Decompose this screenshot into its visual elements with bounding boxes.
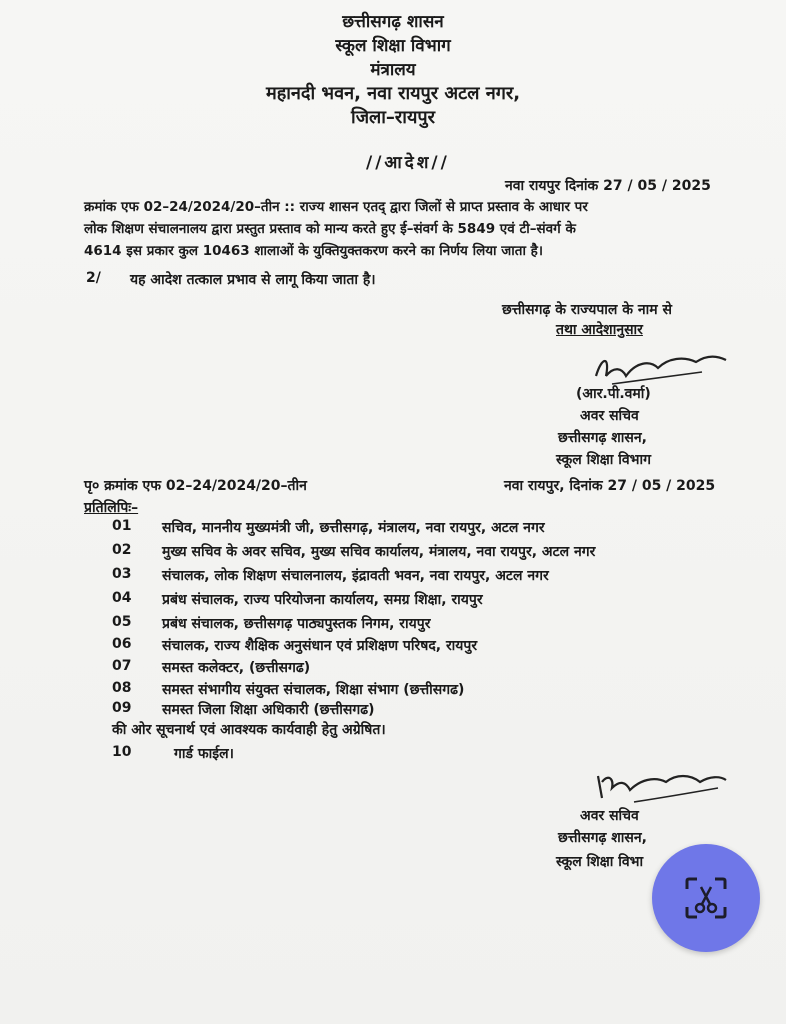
copy-item-number: 09	[112, 700, 132, 716]
copy-item-text: मुख्य सचिव के अवर सचिव, मुख्य सचिव कार्यालय, मंत्रालय, नवा रायपुर, अटल नगर	[162, 544, 596, 560]
sig1-org-2: स्कूल शिक्षा विभाग	[556, 452, 652, 468]
sig1-line-1: छत्तीसगढ़ के राज्यपाल के नाम से	[502, 302, 672, 318]
para-2-text: यह आदेश तत्काल प्रभाव से लागू किया जाता है।	[130, 272, 376, 288]
order-para-line-1: क्रमांक एफ 02–24/2024/20–तीन :: राज्य शासन एतद् द्वारा जिलों से प्राप्त प्रस्ताव के आधार पर	[84, 199, 588, 215]
copy-item-text: समस्त संभागीय संयुक्त संचालक, शिक्षा संभाग (छत्तीसगढ)	[162, 682, 465, 698]
order-para-line-3: 4614 इस प्रकार कुल 10463 शालाओं के युक्तियुक्तकरण करने का निर्णय लिया जाता है।	[84, 243, 543, 259]
order-date: नवा रायपुर दिनांक 27 / 05 / 2025	[505, 178, 711, 194]
sig1-org-1: छत्तीसगढ़ शासन,	[558, 430, 647, 446]
item-10-text: गार्ड फाईल।	[174, 746, 234, 762]
copy-label: प्रतिलिपिः–	[84, 500, 139, 516]
copy-item-text: सचिव, माननीय मुख्यमंत्री जी, छत्तीसगढ़, मंत्रालय, नवा रायपुर, अटल नगर	[162, 520, 545, 536]
screenshot-capture-button[interactable]	[652, 844, 760, 952]
copy-item-number: 03	[112, 566, 132, 582]
copy-item-number: 04	[112, 590, 132, 606]
sig1-line-2: तथा आदेशानुसार	[556, 322, 643, 338]
copy-item-number: 01	[112, 518, 132, 534]
copy-item-number: 08	[112, 680, 132, 696]
copy-item-number: 06	[112, 636, 132, 652]
copy-item-text: प्रबंध संचालक, राज्य परियोजना कार्यालय, समग्र शिक्षा, रायपुर	[162, 592, 483, 608]
sig2-org-1: छत्तीसगढ़ शासन,	[558, 830, 647, 846]
sig2-org-2: स्कूल शिक्षा विभा	[556, 854, 644, 870]
copy-item-number: 07	[112, 658, 132, 674]
copy-item-text: समस्त जिला शिक्षा अधिकारी (छत्तीसगढ)	[162, 702, 375, 718]
sig1-name: (आर.पी.वर्मा)	[576, 386, 651, 402]
item-10-number: 10	[112, 744, 132, 760]
order-title: //आदेश//	[366, 153, 450, 173]
copy-item-text: संचालक, लोक शिक्षण संचालनालय, इंद्रावती भवन, नवा रायपुर, अटल नगर	[162, 568, 549, 584]
header-line-1: छत्तीसगढ़ शासन	[342, 12, 444, 32]
letterhead	[0, 10, 786, 130]
copy-item-text: प्रबंध संचालक, छत्तीसगढ़ पाठ्यपुस्तक निगम, रायपुर	[162, 616, 431, 632]
header-line-2: स्कूल शिक्षा विभाग	[335, 36, 451, 56]
sig1-designation: अवर सचिव	[580, 408, 639, 424]
endorsement-ref: पृ० क्रमांक एफ 02–24/2024/20–तीन	[84, 478, 307, 494]
header-line-5: जिला–रायपुर	[351, 107, 435, 128]
copy-item-number: 02	[112, 542, 132, 558]
sig2-designation: अवर सचिव	[580, 808, 639, 824]
copy-item-number: 05	[112, 614, 132, 630]
header-line-4: महानदी भवन, नवा रायपुर अटल नगर,	[265, 83, 521, 104]
endorsement-date: नवा रायपुर, दिनांक 27 / 05 / 2025	[504, 478, 716, 494]
para-2-number: 2/	[86, 270, 101, 286]
forward-text: की ओर सूचनार्थ एवं आवश्यक कार्यवाही हेतु अग्रेषित।	[112, 722, 386, 738]
order-para-line-2: लोक शिक्षण संचालनालय द्वारा प्रस्तुत प्रस्ताव को मान्य करते हुए ई–संवर्ग के 5849 एवं टी–संवर्ग के	[84, 221, 576, 237]
copy-item-text: समस्त कलेक्टर, (छत्तीसगढ)	[162, 660, 311, 676]
copy-item-text: संचालक, राज्य शैक्षिक अनुसंधान एवं प्रशिक्षण परिषद, रायपुर	[162, 638, 478, 654]
scissors-selection-icon	[683, 875, 729, 921]
header-line-3: मंत्रालय	[370, 60, 416, 80]
